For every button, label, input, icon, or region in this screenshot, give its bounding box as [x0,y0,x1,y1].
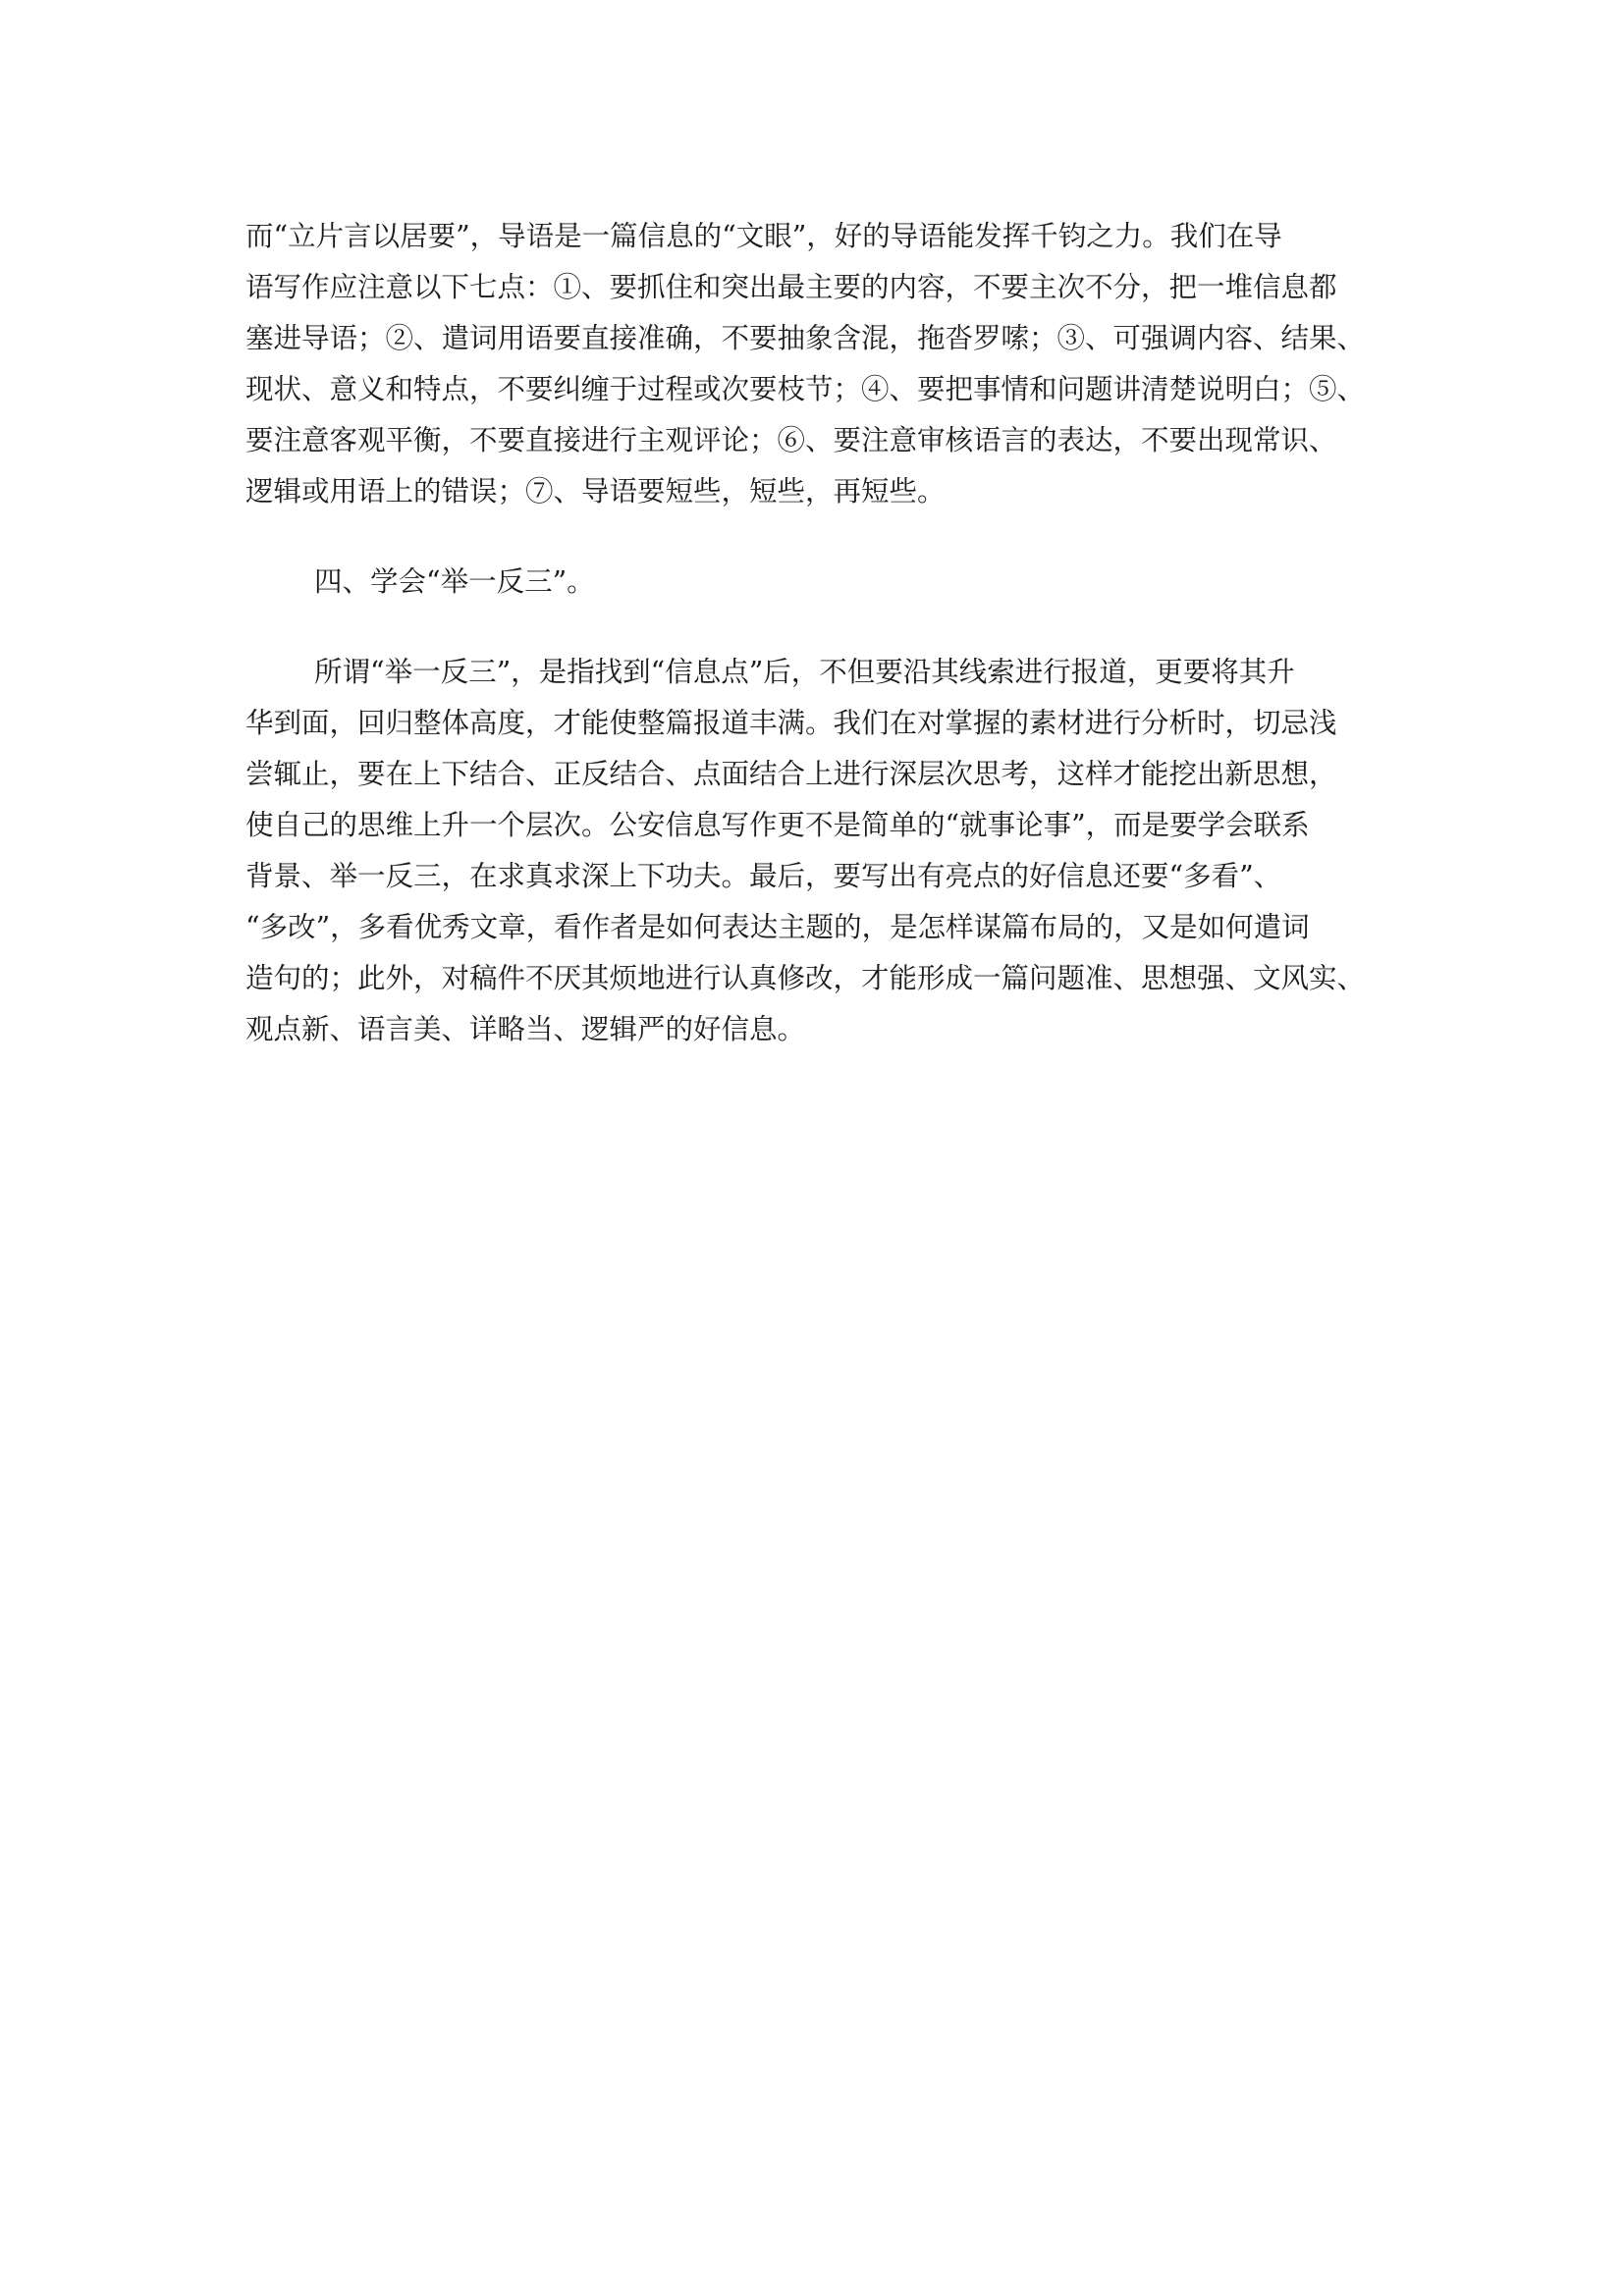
section-heading [245,557,1394,608]
text-line: 逻辑或用语上的错误；⑦、导语要短些，短些，再短些。 [245,475,946,507]
document-page [245,211,1394,1055]
text-line: 使自己的思维上升一个层次。公安信息写作更不是简单的“就事论事”，而是要学会联系 [245,809,1310,841]
text-line: 塞进导语；②、遣词用语要直接准确，不要抽象含混，拖沓罗嗦；③、可强调内容、结果、 [245,322,1366,354]
text-line: 背景、举一反三，在求真求深上下功夫。最后，要写出有亮点的好信息还要“多看”、 [245,860,1282,892]
text-line: 尝辄止，要在上下结合、正反结合、点面结合上进行深层次思考，这样才能挖出新思想， [245,758,1337,790]
text-line: 现状、意义和特点，不要纠缠于过程或次要枝节；④、要把事情和问题讲清楚说明白；⑤、 [245,373,1366,405]
text-line: 华到面，回归整体高度，才能使整篇报道丰满。我们在对掌握的素材进行分析时，切忌浅 [245,707,1337,739]
text-line: “多改”，多看优秀文章，看作者是如何表达主题的，是怎样谋篇布局的，又是如何遣词 [245,911,1310,943]
text-line: 观点新、语言美、详略当、逻辑严的好信息。 [245,1013,806,1045]
paragraph-inference [245,647,1394,1055]
text-line: 所谓“举一反三”，是指找到“信息点”后，不但要沿其线索进行报道，更要将其升 [314,656,1295,688]
text-line: 而“立片言以居要”，导语是一篇信息的“文眼”，好的导语能发挥千钧之力。我们在导 [245,220,1282,252]
text-line: 语写作应注意以下七点：①、要抓住和突出最主要的内容，不要主次不分，把一堆信息都 [245,271,1337,303]
text-line: 造句的；此外，对稿件不厌其烦地进行认真修改，才能形成一篇问题准、思想强、文风实、 [245,962,1366,994]
section-heading-text: 四、学会“举一反三”。 [314,565,595,598]
text-line: 要注意客观平衡，不要直接进行主观评论；⑥、要注意审核语言的表达，不要出现常识、 [245,424,1337,456]
paragraph-lead-writing [245,211,1394,517]
